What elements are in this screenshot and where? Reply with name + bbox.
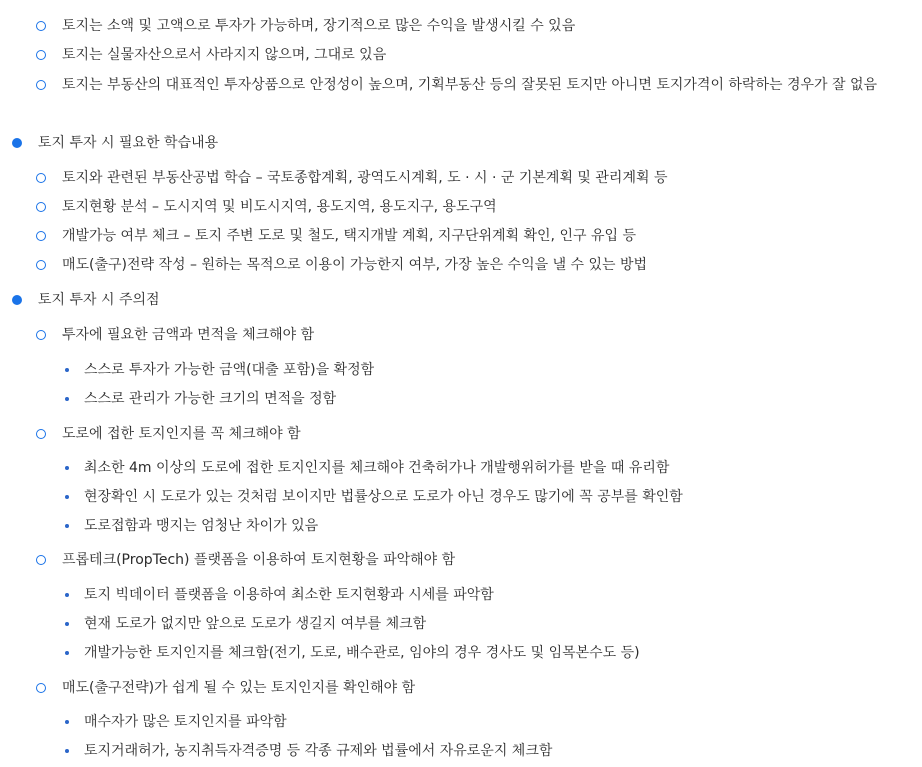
section-title: 토지 투자 시 필요한 학습내용	[38, 135, 219, 151]
sub-list-item-text: 도로접함과 맹지는 엄청난 차이가 있음	[84, 518, 319, 534]
hollow-circle-bullet-icon	[36, 260, 46, 270]
sub-list-item-text: 스스로 관리가 가능한 크기의 면적을 정함	[84, 391, 337, 407]
filled-circle-bullet-icon	[12, 295, 22, 305]
list-item-text: 토지와 관련된 부동산공법 학습 – 국토종합계획, 광역도시계획, 도 · 시 · 군 기본계획 및 관리계획 등	[62, 170, 668, 186]
dot-bullet-icon	[65, 368, 69, 372]
filled-circle-bullet-icon	[12, 138, 22, 148]
list-item-text: 토지는 소액 및 고액으로 투자가 가능하며, 장기적으로 많은 수익을 발생시킬 수 있음	[62, 18, 576, 34]
list-item-text: 도로에 접한 토지인지를 꼭 체크해야 함	[62, 426, 301, 442]
sub-list-item-text: 토지거래허가, 농지취득자격증명 등 각종 규제와 법률에서 자유로운지 체크함	[84, 743, 553, 759]
list-item-text: 매도(출구전략)가 쉽게 될 수 있는 토지인지를 확인해야 함	[62, 680, 416, 696]
dot-bullet-icon	[65, 720, 69, 724]
dot-bullet-icon	[65, 466, 69, 470]
sub-list-item-text: 스스로 투자가 가능한 금액(대출 포함)을 확정함	[84, 362, 375, 378]
hollow-circle-bullet-icon	[36, 429, 46, 439]
list-item-text: 투자에 필요한 금액과 면적을 체크해야 함	[62, 327, 315, 343]
section-title: 토지 투자 시 주의점	[38, 292, 160, 308]
sub-list-item-text: 개발가능한 토지인지를 체크함(전기, 도로, 배수관로, 임야의 경우 경사도 및 임목본수도 등)	[84, 645, 640, 661]
list-item-text: 개발가능 여부 체크 – 토지 주변 도로 및 철도, 택지개발 계획, 지구단위계획 확인, 인구 유입 등	[62, 228, 636, 244]
hollow-circle-bullet-icon	[36, 21, 46, 31]
hollow-circle-bullet-icon	[36, 202, 46, 212]
hollow-circle-bullet-icon	[36, 80, 46, 90]
list-item-text: 프롭테크(PropTech) 플랫폼을 이용하여 토지현황을 파악해야 함	[62, 552, 456, 568]
sub-list-item-text: 매수자가 많은 토지인지를 파악함	[84, 714, 287, 730]
hollow-circle-bullet-icon	[36, 50, 46, 60]
sub-list-item-text: 최소한 4m 이상의 도로에 접한 토지인지를 체크해야 건축허가나 개발행위허가를 받을 때 유리함	[84, 460, 670, 476]
dot-bullet-icon	[65, 749, 69, 753]
dot-bullet-icon	[65, 524, 69, 528]
sub-list-item-text: 현재 도로가 없지만 앞으로 도로가 생길지 여부를 체크함	[84, 616, 427, 632]
sub-list-item-text: 토지 빅데이터 플랫폼을 이용하여 최소한 토지현황과 시세를 파악함	[84, 587, 494, 603]
hollow-circle-bullet-icon	[36, 330, 46, 340]
hollow-circle-bullet-icon	[36, 231, 46, 241]
hollow-circle-bullet-icon	[36, 555, 46, 565]
list-item-text: 토지현황 분석 – 도시지역 및 비도시지역, 용도지역, 용도지구, 용도구역	[62, 199, 497, 215]
list-item-text: 토지는 실물자산으로서 사라지지 않으며, 그대로 있음	[62, 47, 387, 63]
dot-bullet-icon	[65, 593, 69, 597]
dot-bullet-icon	[65, 397, 69, 401]
hollow-circle-bullet-icon	[36, 683, 46, 693]
hollow-circle-bullet-icon	[36, 173, 46, 183]
list-item-text: 매도(출구)전략 작성 – 원하는 목적으로 이용이 가능한지 여부, 가장 높은 수익을 낼 수 있는 방법	[62, 257, 648, 273]
dot-bullet-icon	[65, 495, 69, 499]
sub-list-item-text: 현장확인 시 도로가 있는 것처럼 보이지만 법률상으로 도로가 아닌 경우도 많기에 꼭 공부를 확인함	[84, 489, 683, 505]
list-item-text: 토지는 부동산의 대표적인 투자상품으로 안정성이 높으며, 기획부동산 등의 잘못된 토지만 아니면 토지가격이 하락하는 경우가 잘 없음	[62, 77, 878, 93]
dot-bullet-icon	[65, 651, 69, 655]
dot-bullet-icon	[65, 622, 69, 626]
